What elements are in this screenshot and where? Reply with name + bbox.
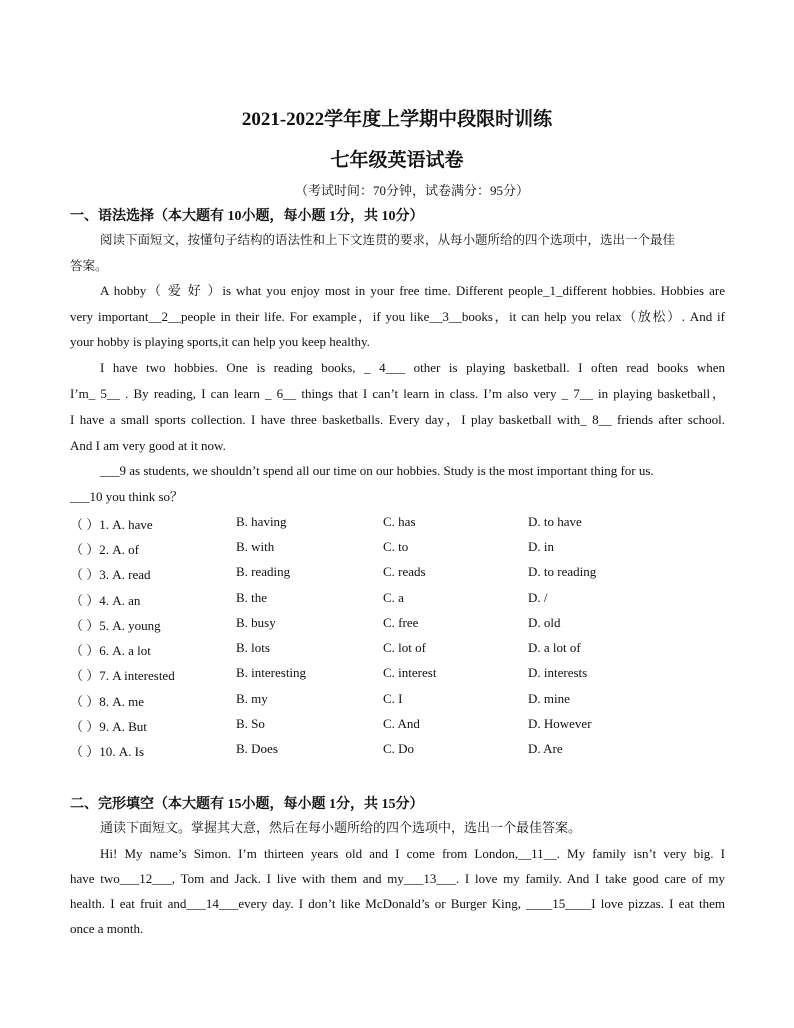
option-c: C. Do xyxy=(383,741,415,756)
exam-title: 2021-2022学年度上学期中段限时训练 xyxy=(241,109,553,130)
option-c: C. has xyxy=(383,514,416,529)
option-d: D. to reading xyxy=(528,564,597,579)
question-row-3 xyxy=(70,564,725,582)
option-b: B. busy xyxy=(236,615,276,630)
passage-line: health. I eat fruit and___14___every day. I don’t like McDonald’s or Burger King, ____15____I love pizzas. I eat them xyxy=(70,896,725,911)
question-number-option-a: （ ）8. A. me xyxy=(70,694,145,709)
passage-line: A hobby（ 爱 好 ）is what you enjoy most in your free time. Different people_1_different hobbies. Hobbies are xyxy=(100,283,725,298)
section2-heading: 二、完形填空（本大题有 15小题，每小题 1分，共 15分） xyxy=(70,797,424,812)
question-number-option-a: （ ）2. A. of xyxy=(70,542,139,557)
option-b: B. So xyxy=(236,716,265,731)
option-d: D. / xyxy=(528,590,548,605)
question-number-option-a: （ ）6. A. a lot xyxy=(70,643,151,658)
option-c: C. reads xyxy=(383,564,426,579)
option-b: B. with xyxy=(236,539,275,554)
section2-instruction: 通读下面短文。掌握其大意，然后在每小题所给的四个选项中，选出一个最佳答案。 xyxy=(100,820,582,835)
option-b: B. the xyxy=(236,590,268,605)
option-d: D. old xyxy=(528,615,561,630)
exam-info: （考试时间：70分钟，试卷满分：95分） xyxy=(294,183,529,198)
question-row-10 xyxy=(70,741,725,759)
passage-line: ___9 as students, we shouldn’t spend all our time on our hobbies. Study is the most important thing for us. xyxy=(100,463,654,478)
option-d: D. However xyxy=(528,716,592,731)
option-c: C. interest xyxy=(383,665,437,680)
question-row-8 xyxy=(70,691,725,709)
option-c: C. lot of xyxy=(383,640,426,655)
passage-line: I have two hobbies. One is reading books, _ 4___ other is playing basketball. I often read books when xyxy=(100,360,725,375)
passage-line: And I am very good at it now. xyxy=(70,438,226,453)
option-d: D. a lot of xyxy=(528,640,581,655)
question-row-7 xyxy=(70,665,725,683)
option-b: B. lots xyxy=(236,640,270,655)
section1-instruction-line: 阅读下面短文，按懂句子结构的语法性和上下文连贯的要求，从每小题所给的四个选项中，选出一个最佳 xyxy=(100,233,676,247)
option-c: C. a xyxy=(383,590,404,605)
passage-line: very important__2__people in their life. For example，if you like__3__books，it can help you relax（放松）. And if xyxy=(70,309,725,324)
option-b: B. Does xyxy=(236,741,278,756)
question-number-option-a: （ ）1. A. have xyxy=(70,517,153,532)
question-number-option-a: （ ）9. A. But xyxy=(70,719,147,734)
passage-line: your hobby is playing sports,it can help you keep healthy. xyxy=(70,334,370,349)
option-c: C. free xyxy=(383,615,419,630)
question-row-4 xyxy=(70,590,725,608)
question-row-6 xyxy=(70,640,725,658)
question-row-5 xyxy=(70,615,725,633)
section1-heading: 一、语法选择（本大题有 10小题，每小题 1分，共 10分） xyxy=(70,209,424,224)
option-d: D. mine xyxy=(528,691,570,706)
exam-subtitle: 七年级英语试卷 xyxy=(330,150,464,171)
option-d: D. Are xyxy=(528,741,563,756)
question-row-9 xyxy=(70,716,725,734)
passage-line: ___10 you think so？ xyxy=(70,489,184,504)
option-b: B. my xyxy=(236,691,268,706)
question-number-option-a: （ ）4. A. an xyxy=(70,593,141,608)
option-b: B. interesting xyxy=(236,665,307,680)
question-number-option-a: （ ）10. A. Is xyxy=(70,744,145,759)
passage-line: Hi! My name’s Simon. I’m thirteen years old and I come from London,__11__. My family isn’t very big. I xyxy=(100,846,725,861)
option-c: C. I xyxy=(383,691,403,706)
question-number-option-a: （ ）5. A. young xyxy=(70,618,161,633)
question-row-1 xyxy=(70,514,725,532)
option-b: B. reading xyxy=(236,564,291,579)
option-d: D. in xyxy=(528,539,554,554)
question-number-option-a: （ ）3. A. read xyxy=(70,567,151,582)
passage-line: once a month. xyxy=(70,921,144,936)
question-row-2 xyxy=(70,539,725,557)
passage-line: I’m_ 5__ . By reading, I can learn _ 6__ things that I can’t learn in class. I’m also very _ 7__ in playing basketball， xyxy=(70,386,725,401)
option-d: D. to have xyxy=(528,514,582,529)
section1-instruction-line: 答案。 xyxy=(70,259,108,273)
option-b: B. having xyxy=(236,514,287,529)
option-d: D. interests xyxy=(528,665,588,680)
option-c: C. to xyxy=(383,539,409,554)
question-number-option-a: （ ）7. A interested xyxy=(70,668,175,683)
passage-line: I have a small sports collection. I have three basketballs. Every day，I play basketball with_ 8__ friends after school. xyxy=(70,412,725,427)
passage-line: have two___12___, Tom and Jack. I live with them and my___13___. I love my family. And I take good care of my xyxy=(70,871,725,886)
option-c: C. And xyxy=(383,716,420,731)
